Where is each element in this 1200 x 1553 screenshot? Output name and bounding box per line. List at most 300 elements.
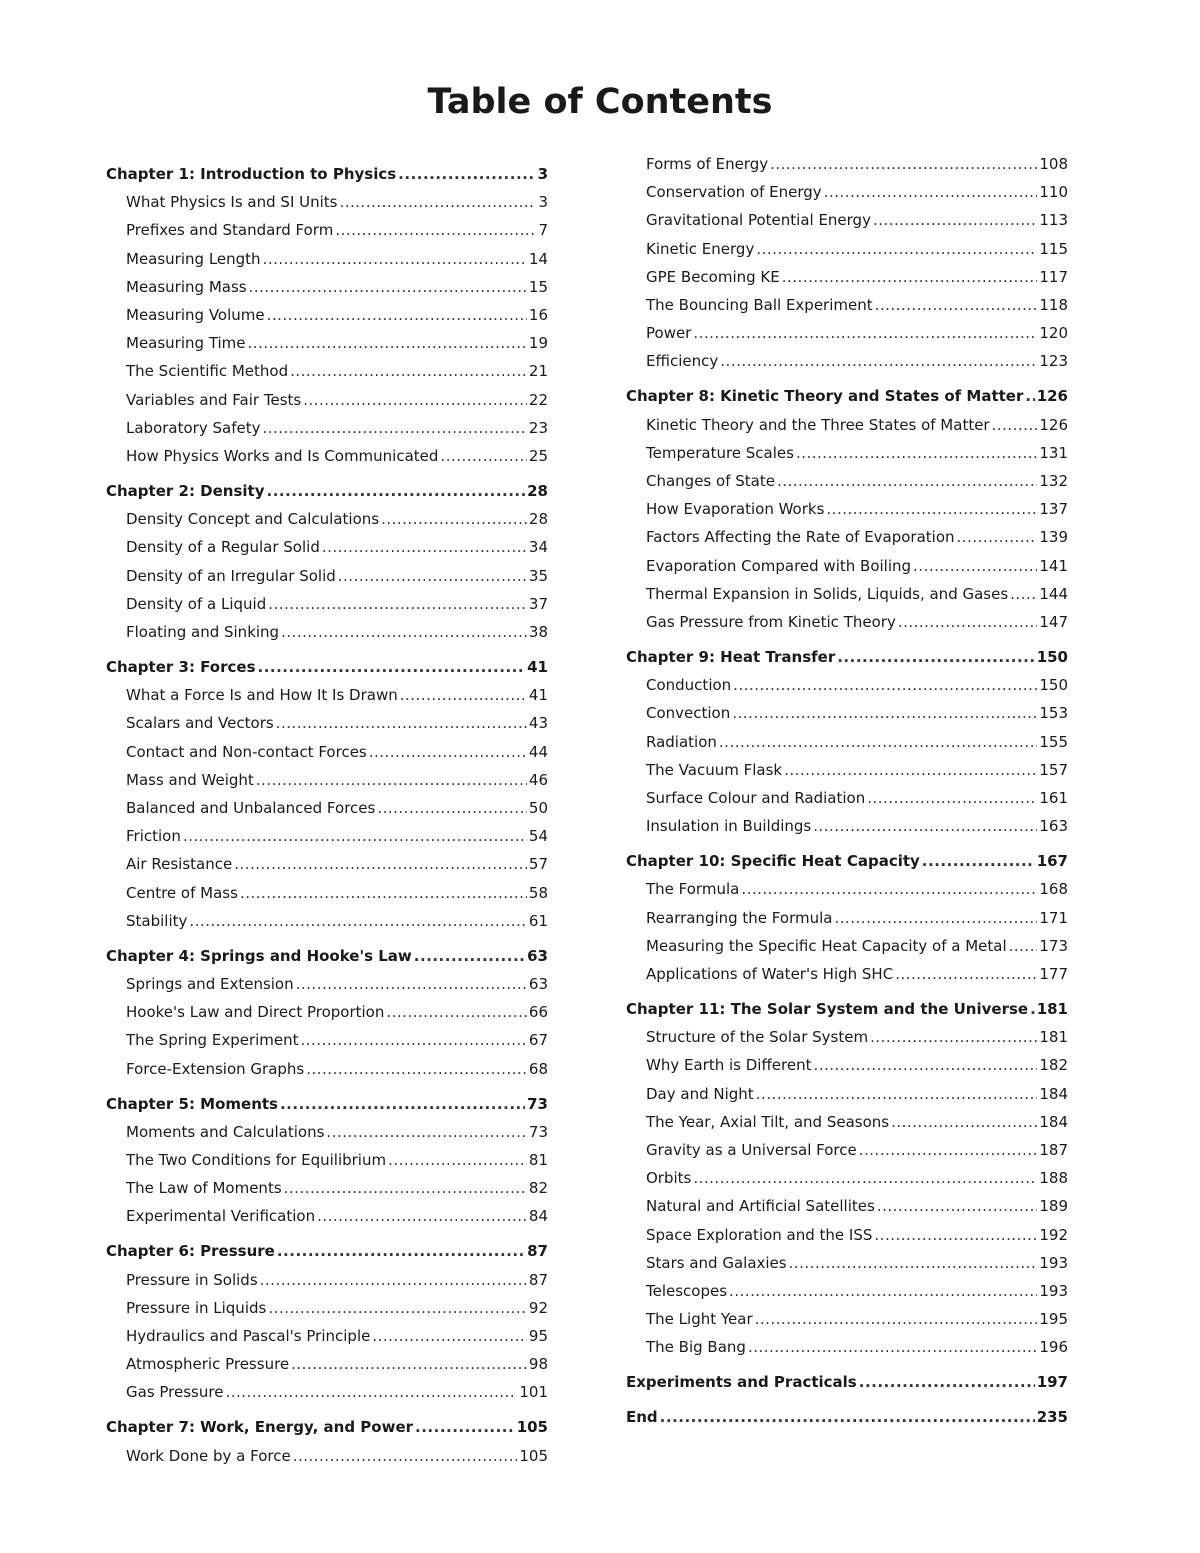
toc-section-entry[interactable] (126, 219, 548, 241)
toc-dot-leader (386, 1001, 527, 1023)
toc-section-entry[interactable] (646, 1252, 1068, 1274)
toc-page-number: 173 (1039, 936, 1068, 955)
toc-section-entry[interactable] (126, 1177, 548, 1199)
toc-page-number: 58 (528, 883, 548, 902)
toc-section-entry[interactable] (646, 1195, 1068, 1217)
toc-section-entry[interactable] (126, 621, 548, 643)
toc-page-number: 182 (1039, 1056, 1068, 1075)
toc-dot-leader (777, 470, 1037, 492)
toc-section-entry[interactable] (646, 322, 1068, 344)
toc-dot-leader (789, 1252, 1038, 1274)
toc-entry-label: Density of a Regular Solid (126, 538, 320, 557)
toc-page-number: 41 (528, 686, 548, 705)
toc-dot-leader (291, 1353, 527, 1375)
toc-dot-leader (277, 1240, 525, 1262)
toc-page-number: 50 (528, 799, 548, 817)
toc-page-number: 37 (528, 594, 548, 613)
toc-section-entry[interactable] (646, 935, 1068, 957)
toc-page-number: 95 (528, 1327, 548, 1345)
toc-section-entry[interactable] (646, 555, 1068, 577)
toc-entry-label: Rearranging the Formula (646, 908, 833, 927)
toc-page-number: 192 (1039, 1225, 1068, 1244)
toc-section-entry[interactable] (126, 1297, 548, 1319)
toc-page-number: 57 (528, 855, 548, 874)
toc-chapter-entry[interactable] (106, 1416, 548, 1438)
toc-entry-label: Balanced and Unbalanced Forces (126, 799, 376, 817)
toc-section-entry[interactable] (646, 442, 1068, 464)
toc-entry-label: Chapter 11: The Solar System and the Universe (626, 1000, 1029, 1018)
toc-page-number: 108 (1039, 155, 1068, 173)
toc-dot-leader (859, 1371, 1035, 1393)
toc-dot-leader (782, 266, 1038, 288)
toc-section-entry[interactable] (126, 882, 548, 904)
toc-dot-leader (338, 565, 527, 587)
toc-section-entry[interactable] (646, 350, 1068, 372)
toc-dot-leader (372, 1325, 527, 1347)
toc-page-number: 113 (1039, 211, 1068, 230)
toc-section-entry[interactable] (126, 332, 548, 354)
toc-section-entry[interactable] (126, 1121, 548, 1143)
toc-dot-leader (189, 910, 527, 932)
toc-page-number: 68 (528, 1059, 548, 1078)
toc-entry-label: Gravity as a Universal Force (646, 1141, 857, 1159)
toc-entry-label: Scalars and Vectors (126, 714, 274, 733)
toc-chapter-entry[interactable] (106, 1240, 548, 1262)
toc-chapter-entry[interactable] (626, 1406, 1068, 1428)
toc-entry-label: Contact and Non-contact Forces (126, 742, 367, 761)
toc-section-entry[interactable] (646, 1139, 1068, 1161)
toc-dot-leader (895, 963, 1037, 985)
toc-chapter-entry[interactable] (106, 480, 548, 502)
toc-section-entry[interactable] (646, 181, 1068, 203)
toc-page-number: 181 (1036, 1000, 1068, 1018)
toc-section-entry[interactable] (646, 583, 1068, 605)
toc-dot-leader (756, 238, 1037, 260)
toc-entry-label: Measuring Length (126, 249, 261, 268)
toc-entry-label: Prefixes and Standard Form (126, 221, 334, 240)
toc-dot-leader (720, 350, 1037, 372)
toc-entry-label: Chapter 6: Pressure (106, 1242, 275, 1261)
toc-section-entry[interactable] (126, 1445, 548, 1467)
toc-entry-label: Chapter 1: Introduction to Physics (106, 165, 397, 183)
toc-section-entry[interactable] (646, 1224, 1068, 1246)
toc-section-entry[interactable] (646, 1308, 1068, 1330)
toc-page-number: 147 (1039, 613, 1068, 631)
toc-dot-leader (770, 153, 1037, 175)
toc-entry-label: Chapter 7: Work, Energy, and Power (106, 1418, 414, 1437)
toc-dot-leader (225, 1381, 517, 1403)
toc-entry-label: Thermal Expansion in Solids, Liquids, and Gases (646, 584, 1009, 603)
toc-dot-leader (326, 1121, 526, 1143)
toc-entry-label: Kinetic Energy (646, 239, 755, 258)
toc-section-entry[interactable] (126, 684, 548, 706)
toc-dot-leader (957, 526, 1038, 548)
toc-entry-label: Floating and Sinking (126, 623, 280, 641)
toc-page-number: 184 (1039, 1084, 1068, 1103)
toc-page-number: 193 (1039, 1253, 1068, 1272)
toc-section-entry[interactable] (646, 238, 1068, 260)
toc-entry-label: Radiation (646, 732, 717, 751)
toc-section-entry[interactable] (126, 910, 548, 932)
toc-dot-leader (388, 1149, 527, 1171)
toc-page-number: 110 (1039, 183, 1068, 202)
toc-page-number: 189 (1039, 1197, 1068, 1216)
toc-entry-label: Springs and Extension (126, 975, 294, 993)
toc-page-number: 87 (528, 1270, 548, 1289)
toc-page-number: 131 (1039, 443, 1068, 462)
toc-dot-leader (748, 1336, 1037, 1358)
toc-entry-label: Insulation in Buildings (646, 817, 812, 836)
toc-section-entry[interactable] (126, 1325, 548, 1347)
toc-section-entry[interactable] (646, 674, 1068, 696)
toc-dot-leader (693, 322, 1037, 344)
toc-page-number: 82 (528, 1179, 548, 1198)
toc-section-entry[interactable] (646, 878, 1068, 900)
toc-dot-leader (284, 1177, 527, 1199)
toc-page-number: 193 (1039, 1282, 1068, 1300)
toc-page-number: 63 (528, 975, 548, 993)
toc-page-number: 197 (1036, 1373, 1068, 1392)
toc-dot-leader (741, 878, 1037, 900)
toc-chapter-entry[interactable] (106, 163, 548, 185)
toc-page-number: 101 (519, 1383, 548, 1402)
toc-dot-leader (240, 882, 527, 904)
toc-dot-leader (891, 1111, 1037, 1133)
toc-dot-leader (837, 646, 1034, 668)
toc-entry-label: Space Exploration and the ISS (646, 1225, 873, 1244)
toc-dot-leader (1009, 935, 1038, 957)
toc-chapter-entry[interactable] (626, 646, 1068, 668)
toc-dot-leader (268, 593, 527, 615)
toc-chapter-entry[interactable] (626, 998, 1068, 1020)
toc-dot-leader (234, 853, 527, 875)
toc-entry-label: Factors Affecting the Rate of Evaporation (646, 528, 955, 547)
toc-page-number: 126 (1039, 415, 1068, 434)
toc-section-entry[interactable] (646, 294, 1068, 316)
toc-page-number: 14 (528, 249, 548, 268)
toc-dot-leader (258, 656, 526, 678)
toc-section-entry[interactable] (646, 470, 1068, 492)
toc-entry-label: The Law of Moments (126, 1179, 282, 1198)
toc-page-number: 195 (1039, 1310, 1068, 1329)
toc-page-number: 144 (1039, 584, 1068, 603)
toc-section-entry[interactable] (126, 1001, 548, 1023)
toc-section-entry[interactable] (646, 153, 1068, 175)
toc-dot-leader (322, 536, 527, 558)
toc-dot-leader (877, 1195, 1038, 1217)
toc-page-number: 137 (1039, 500, 1068, 519)
toc-entry-label: Atmospheric Pressure (126, 1355, 290, 1374)
toc-section-entry[interactable] (126, 712, 548, 734)
toc-page-number: 153 (1039, 704, 1068, 723)
toc-page-number: 117 (1039, 267, 1068, 286)
toc-page-number: 81 (528, 1151, 548, 1169)
toc-entry-label: Why Earth is Different (646, 1056, 812, 1075)
toc-entry-label: Density of a Liquid (126, 594, 267, 613)
toc-page-number: 167 (1036, 852, 1068, 871)
toc-entry-label: Density of an Irregular Solid (126, 566, 336, 585)
toc-section-entry[interactable] (646, 1111, 1068, 1133)
toc-section-entry[interactable] (126, 445, 548, 467)
toc-entry-label: Forms of Energy (646, 155, 769, 173)
toc-page-number: 84 (528, 1207, 548, 1226)
toc-entry-label: Power (646, 324, 692, 343)
toc-entry-label: What Physics Is and SI Units (126, 193, 338, 212)
toc-dot-leader (262, 417, 526, 439)
toc-dot-leader (1030, 998, 1035, 1020)
toc-section-entry[interactable] (646, 611, 1068, 633)
toc-entry-label: Laboratory Safety (126, 418, 261, 437)
toc-page-number: 235 (1036, 1408, 1068, 1427)
toc-section-entry[interactable] (126, 1381, 548, 1403)
toc-entry-label: The Formula (646, 880, 740, 899)
toc-section-entry[interactable] (126, 1269, 548, 1291)
toc-page-number: 23 (528, 418, 548, 437)
toc-page-number: 105 (516, 1418, 548, 1437)
toc-dot-leader (784, 759, 1037, 781)
toc-section-entry[interactable] (646, 1026, 1068, 1048)
toc-entry-label: Stars and Galaxies (646, 1253, 787, 1272)
toc-section-entry[interactable] (126, 276, 548, 298)
toc-page-number: 44 (528, 742, 548, 761)
toc-page-number: 168 (1039, 880, 1068, 899)
toc-page-number: 25 (528, 447, 548, 465)
toc-dot-leader (381, 508, 527, 530)
toc-section-entry[interactable] (646, 1054, 1068, 1076)
toc-page-number: 7 (538, 221, 548, 240)
toc-section-entry[interactable] (126, 304, 548, 326)
toc-section-entry[interactable] (126, 565, 548, 587)
toc-section-entry[interactable] (646, 907, 1068, 929)
toc-dot-leader (440, 445, 526, 467)
toc-entry-label: Chapter 10: Specific Heat Capacity (626, 852, 920, 871)
toc-dot-leader (719, 731, 1037, 753)
toc-section-entry[interactable] (126, 853, 548, 875)
toc-dot-leader (873, 209, 1037, 231)
toc-page-number: 3 (538, 193, 548, 212)
toc-section-entry[interactable] (646, 963, 1068, 985)
toc-dot-leader (267, 304, 527, 326)
toc-entry-label: Hydraulics and Pascal's Principle (126, 1327, 371, 1345)
toc-page-number: 155 (1039, 732, 1068, 751)
toc-section-entry[interactable] (126, 797, 548, 819)
toc-dot-leader (400, 684, 527, 706)
toc-page-number: 150 (1039, 676, 1068, 695)
toc-chapter-entry[interactable] (626, 385, 1068, 407)
toc-page-number: 132 (1039, 472, 1068, 490)
toc-page-number: 73 (527, 1094, 548, 1113)
toc-dot-leader (898, 611, 1038, 633)
toc-page-number: 92 (528, 1298, 548, 1317)
toc-section-entry[interactable] (126, 417, 548, 439)
toc-section-entry[interactable] (646, 1280, 1068, 1302)
toc-page-number: 35 (528, 566, 548, 585)
toc-entry-label: The Two Conditions for Equilibrium (126, 1151, 387, 1169)
toc-section-entry[interactable] (646, 526, 1068, 548)
toc-page-number: 115 (1039, 239, 1068, 258)
toc-section-entry[interactable] (646, 266, 1068, 288)
toc-dot-leader (249, 276, 527, 298)
toc-section-entry[interactable] (646, 787, 1068, 809)
toc-page-number: 66 (528, 1003, 548, 1022)
toc-dot-leader (732, 702, 1037, 724)
toc-entry-label: Chapter 3: Forces (106, 658, 256, 676)
toc-section-entry[interactable] (646, 759, 1068, 781)
toc-page-number: 61 (528, 911, 548, 930)
toc-page-number: 22 (528, 390, 548, 409)
toc-entry-label: Experimental Verification (126, 1207, 316, 1226)
toc-dot-leader (922, 850, 1035, 872)
toc-section-entry[interactable] (646, 702, 1068, 724)
toc-dot-leader (867, 787, 1037, 809)
toc-dot-leader (796, 442, 1037, 464)
toc-page-number: 188 (1039, 1169, 1068, 1188)
toc-entry-label: Stability (126, 911, 188, 930)
toc-dot-leader (870, 1026, 1037, 1048)
toc-page-number: 163 (1039, 817, 1068, 836)
toc-section-entry[interactable] (126, 741, 548, 763)
toc-page-number: 21 (528, 362, 548, 381)
toc-section-entry[interactable] (646, 498, 1068, 520)
toc-section-entry[interactable] (126, 389, 548, 411)
toc-chapter-entry[interactable] (626, 850, 1068, 872)
toc-dot-leader (729, 1280, 1037, 1302)
toc-page-number: 181 (1039, 1028, 1068, 1047)
toc-entry-label: Evaporation Compared with Boiling (646, 556, 912, 575)
toc-dot-leader (301, 1029, 527, 1051)
toc-section-entry[interactable] (126, 1149, 548, 1171)
toc-section-entry[interactable] (646, 815, 1068, 837)
toc-dot-leader (824, 181, 1038, 203)
toc-dot-leader (1010, 583, 1037, 605)
toc-entry-label: Telescopes (646, 1282, 728, 1300)
toc-entry-label: How Evaporation Works (646, 500, 825, 519)
toc-dot-leader (414, 945, 525, 967)
toc-page-number: 3 (537, 165, 548, 183)
toc-dot-leader (377, 797, 527, 819)
toc-section-entry[interactable] (126, 769, 548, 791)
toc-section-entry[interactable] (126, 1058, 548, 1080)
toc-entry-label: Variables and Fair Tests (126, 390, 302, 409)
toc-dot-leader (339, 191, 536, 213)
toc-dot-leader (693, 1167, 1037, 1189)
toc-page-number: 177 (1039, 965, 1068, 983)
toc-entry-label: Measuring Volume (126, 306, 265, 324)
toc-section-entry[interactable] (126, 536, 548, 558)
toc-entry-label: Force-Extension Graphs (126, 1059, 305, 1078)
toc-page-number: 118 (1039, 296, 1068, 314)
toc-page-number: 15 (528, 277, 548, 296)
toc-dot-leader (268, 1297, 527, 1319)
toc-section-entry[interactable] (126, 593, 548, 615)
toc-dot-leader (296, 973, 527, 995)
toc-page-number: 157 (1039, 760, 1068, 779)
toc-dot-leader (267, 480, 526, 502)
toc-dot-leader (303, 389, 527, 411)
toc-dot-leader (813, 815, 1037, 837)
toc-page-number: 120 (1039, 324, 1068, 343)
toc-dot-leader (335, 219, 536, 241)
toc-entry-label: Structure of the Solar System (646, 1028, 869, 1047)
toc-entry-label: The Vacuum Flask (646, 760, 783, 779)
toc-section-entry[interactable] (126, 1205, 548, 1227)
toc-dot-leader (913, 555, 1037, 577)
toc-page-number: 150 (1036, 648, 1068, 666)
toc-page-number: 105 (519, 1446, 548, 1465)
toc-section-entry[interactable] (646, 209, 1068, 231)
toc-entry-label: Orbits (646, 1169, 692, 1188)
toc-page-number: 184 (1039, 1112, 1068, 1131)
toc-page-number: 16 (528, 306, 548, 324)
toc-page-number: 63 (527, 946, 548, 965)
toc-entry-label: Mass and Weight (126, 770, 254, 789)
toc-chapter-entry[interactable] (106, 945, 548, 967)
toc-entry-label: Convection (646, 704, 731, 723)
toc-section-entry[interactable] (126, 508, 548, 530)
toc-section-entry[interactable] (646, 1336, 1068, 1358)
toc-section-entry[interactable] (126, 825, 548, 847)
toc-entry-label: Gas Pressure from Kinetic Theory (646, 613, 896, 631)
toc-section-entry[interactable] (646, 1083, 1068, 1105)
toc-dot-leader (276, 712, 527, 734)
toc-dot-leader (293, 1445, 518, 1467)
toc-dot-leader (1025, 385, 1034, 407)
toc-entry-label: Chapter 8: Kinetic Theory and States of Matter (626, 387, 1024, 406)
toc-page-number: 171 (1039, 908, 1068, 927)
toc-dot-leader (415, 1416, 515, 1438)
toc-entry-label: GPE Becoming KE (646, 267, 780, 286)
toc-page-number: 196 (1039, 1338, 1068, 1357)
toc-section-entry[interactable] (126, 191, 548, 213)
toc-entry-label: Chapter 9: Heat Transfer (626, 648, 836, 666)
toc-entry-label: Efficiency (646, 352, 719, 371)
toc-section-entry[interactable] (646, 1167, 1068, 1189)
toc-section-entry[interactable] (126, 248, 548, 270)
toc-section-entry[interactable] (126, 1029, 548, 1051)
toc-dot-leader (875, 294, 1038, 316)
toc-entry-label: The Bouncing Ball Experiment (646, 296, 873, 314)
toc-chapter-entry[interactable] (106, 656, 548, 678)
toc-dot-leader (280, 1093, 525, 1115)
toc-page-number: 28 (528, 510, 548, 529)
toc-dot-leader (317, 1205, 527, 1227)
toc-section-entry[interactable] (126, 1353, 548, 1375)
toc-page-number: 54 (528, 827, 548, 846)
toc-entry-label: Chapter 2: Density (106, 482, 265, 500)
toc-entry-label: Surface Colour and Radiation (646, 789, 866, 807)
toc-entry-label: The Scientific Method (126, 362, 289, 381)
toc-page-number: 141 (1039, 556, 1068, 575)
toc-entry-label: Natural and Artificial Satellites (646, 1197, 875, 1216)
toc-entry-label: Measuring Time (126, 334, 246, 353)
toc-section-entry[interactable] (646, 731, 1068, 753)
toc-chapter-entry[interactable] (626, 1371, 1068, 1393)
toc-chapter-entry[interactable] (106, 1093, 548, 1115)
toc-entry-label: The Light Year (646, 1310, 753, 1329)
toc-section-entry[interactable] (646, 414, 1068, 436)
toc-section-entry[interactable] (126, 973, 548, 995)
toc-entry-label: Applications of Water's High SHC (646, 965, 894, 983)
toc-entry-label: Temperature Scales (646, 443, 794, 462)
toc-entry-label: Centre of Mass (126, 883, 238, 902)
toc-entry-label: Measuring Mass (126, 277, 247, 296)
toc-section-entry[interactable] (126, 360, 548, 382)
toc-dot-leader (263, 248, 527, 270)
toc-dot-leader (290, 360, 527, 382)
toc-dot-leader (874, 1224, 1037, 1246)
toc-entry-label: Moments and Calculations (126, 1122, 325, 1141)
toc-page-number: 46 (528, 770, 548, 789)
